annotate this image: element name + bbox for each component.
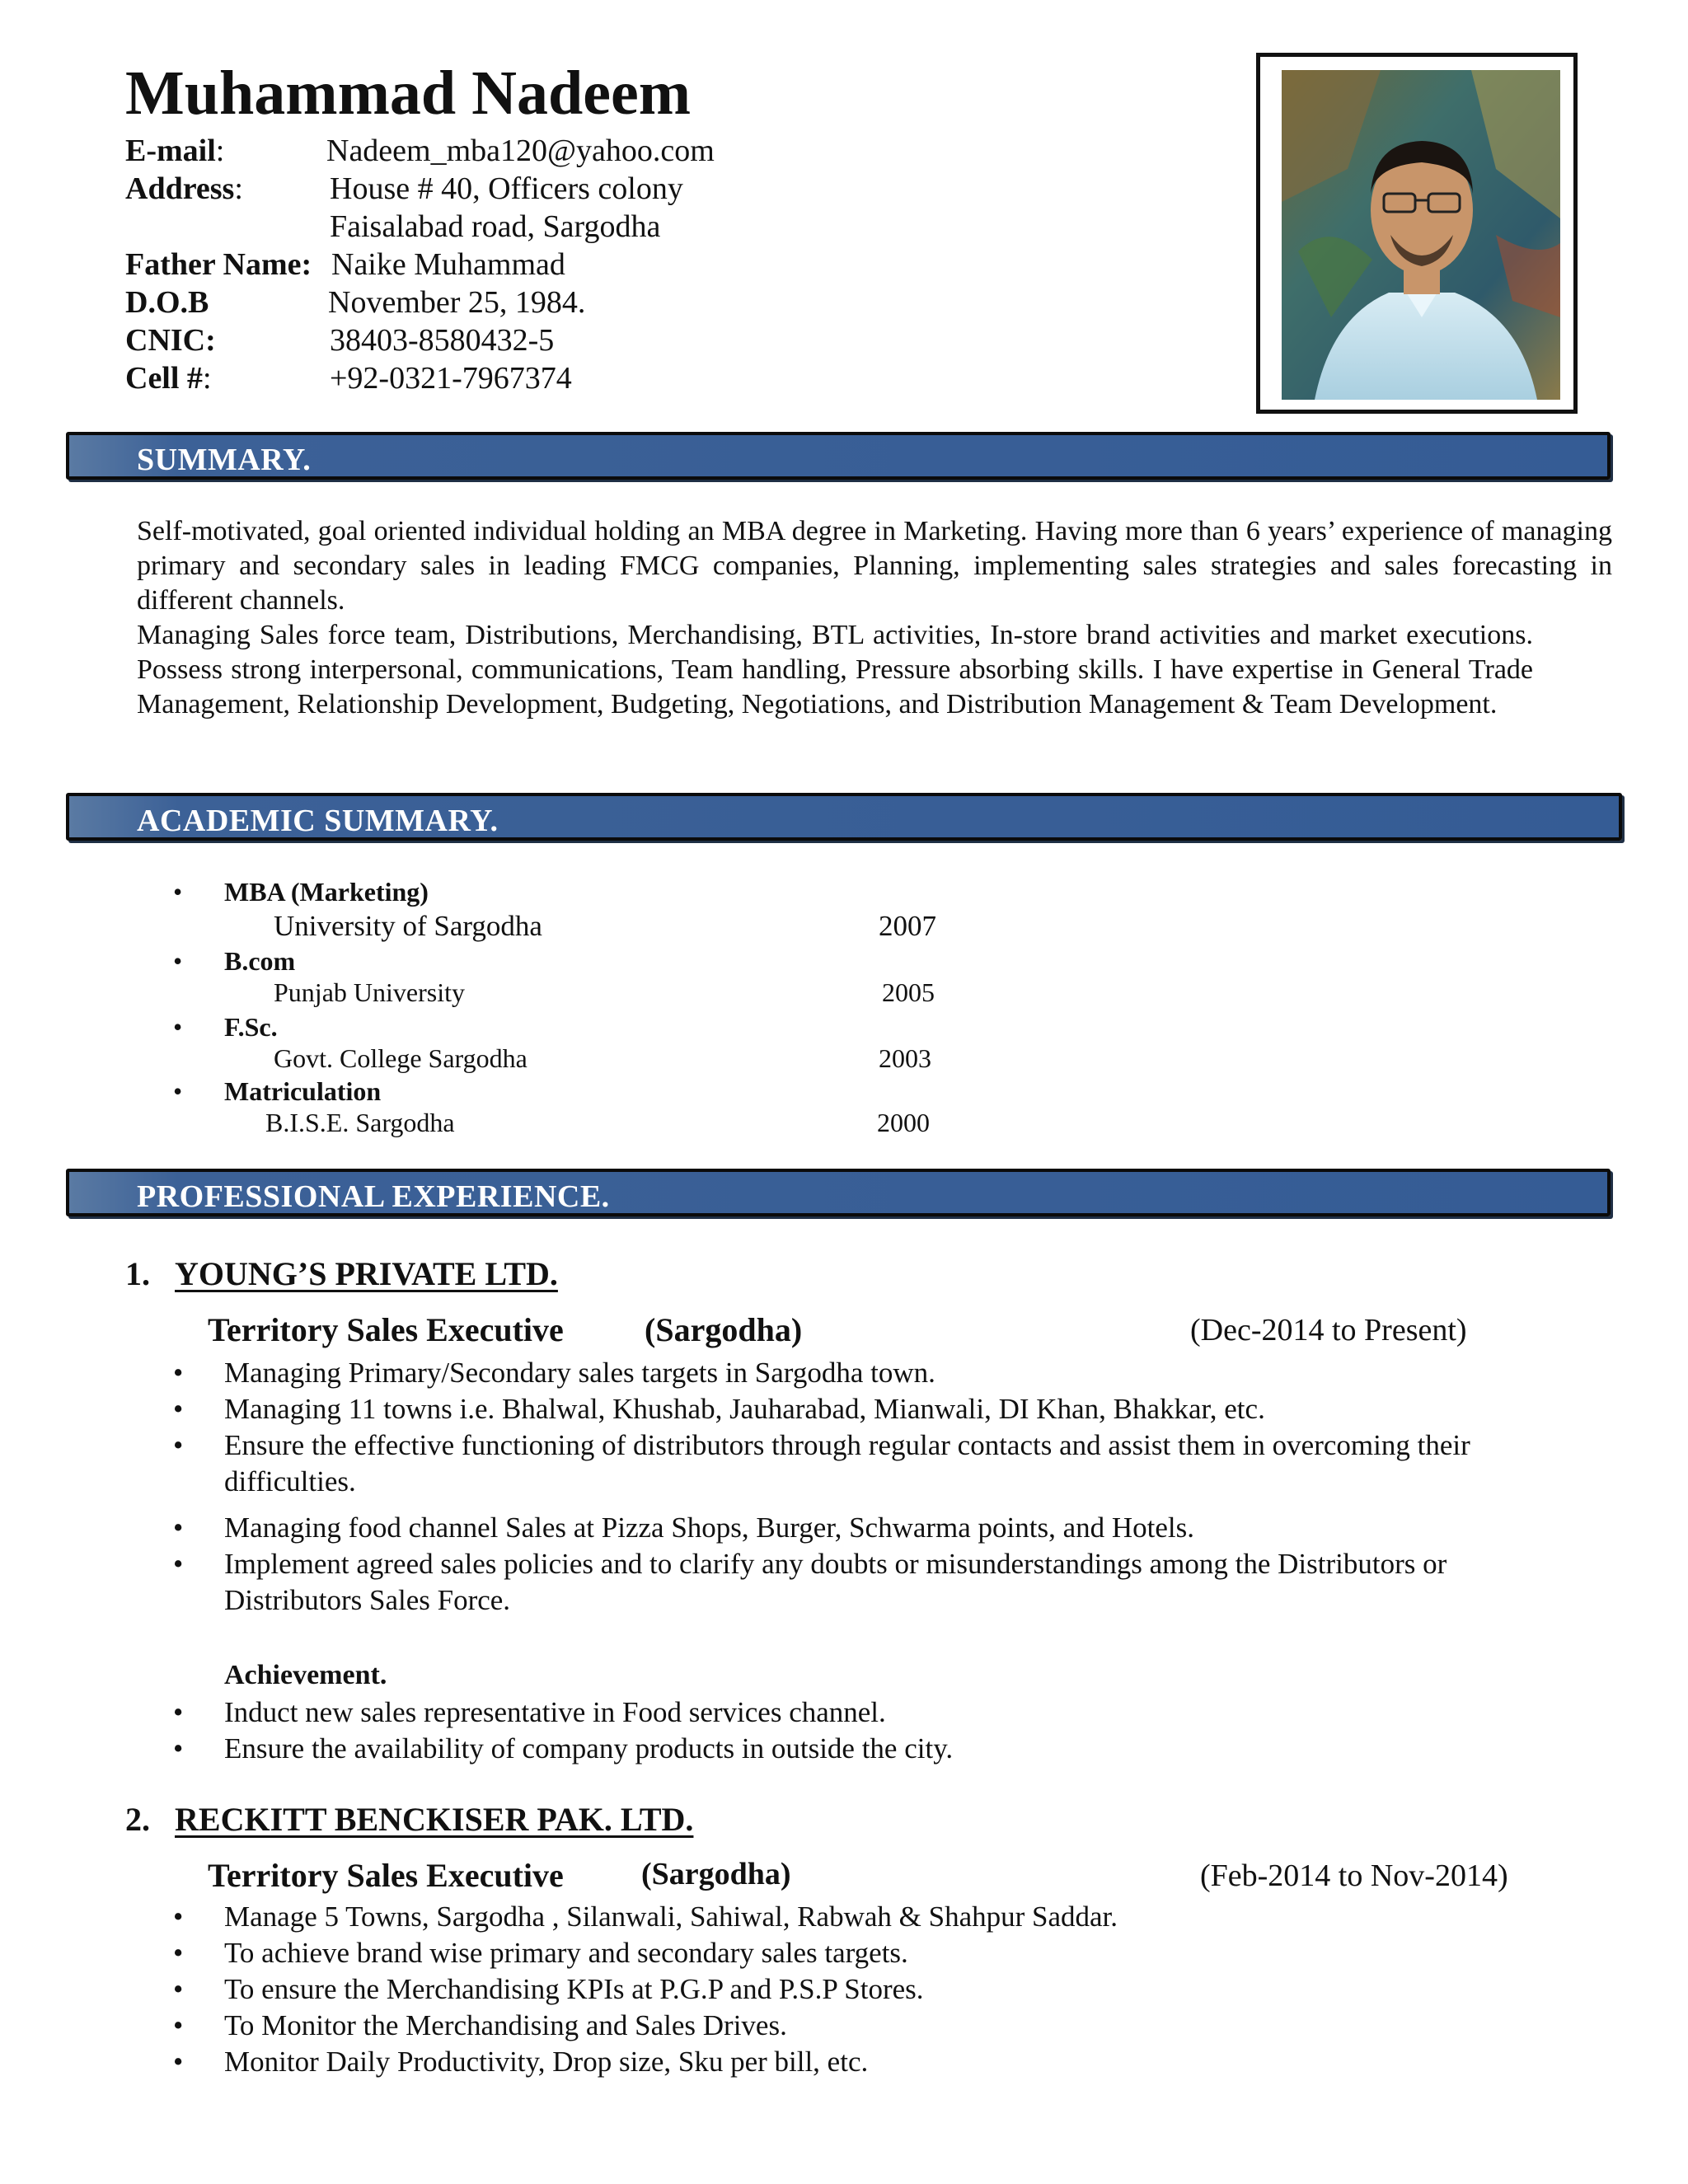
role-title: Territory Sales Executive [208, 1857, 564, 1894]
list-item: • Managing food channel Sales at Pizza Shops, Burger, Schwarma points, and Hotels. [173, 1511, 1195, 1544]
cnic-value: 38403-8580432-5 [330, 323, 555, 358]
list-item: • Managing 11 towns i.e. Bhalwal, Khushab, Jauharabad, Mianwali, DI Khan, Bhakkar, etc. [173, 1393, 1265, 1425]
experience-section-header [66, 1169, 1611, 1216]
academic-title: ACADEMIC SUMMARY. [137, 804, 499, 838]
institution-bcom: Punjab University [274, 977, 465, 1007]
dates-reckitt: (Feb-2014 to Nov-2014) [1200, 1858, 1508, 1893]
year-matric: 2000 [877, 1108, 930, 1137]
institution-fsc: Govt. College Sargodha [274, 1043, 528, 1073]
role-reckitt [208, 1856, 791, 1895]
summary-section-header [66, 432, 1611, 480]
address-line-2: Faisalabad road, Sargodha [330, 209, 661, 244]
candidate-name: Muhammad Nadeem [125, 59, 692, 128]
role-location: (Sargodha) [641, 1857, 791, 1891]
experience-title: PROFESSIONAL EXPERIENCE. [137, 1179, 610, 1214]
achievements-youngs [173, 1694, 1502, 1767]
list-item: • To ensure the Merchandising KPIs at P.G.P and P.S.P Stores. [173, 1973, 924, 2005]
bullet: • [173, 877, 183, 907]
profile-photo-image [1282, 70, 1560, 400]
cell-label: Cell #: [125, 361, 212, 396]
duties-youngs [173, 1355, 1502, 1619]
cnic-label: CNIC: [125, 323, 216, 358]
bullet: • [173, 1076, 183, 1106]
dates-youngs: (Dec-2014 to Present) [1190, 1313, 1467, 1347]
summary-paragraph-1: Self-motivated, goal oriented individual holding an MBA degree in Marketing. Having more than 6 years’ experience of managing primary and secondary sales in leading FMCG companies, Planning, implementing sales strategies and sales forecasting in different channels. [137, 516, 1612, 616]
list-item: • Monitor Daily Productivity, Drop size, Sku per bill, etc. [173, 2046, 869, 2078]
bullet: • [173, 1012, 183, 1042]
company-name: YOUNG’S PRIVATE LTD. [175, 1255, 558, 1292]
degree-fsc: F.Sc. [224, 1012, 278, 1042]
bullet: • [173, 946, 183, 976]
degree-mba: MBA (Marketing) [224, 877, 429, 907]
year-fsc: 2003 [879, 1043, 931, 1073]
dob-value: November 25, 1984. [328, 285, 586, 320]
dob-label: D.O.B [125, 285, 209, 320]
address-label: Address: [125, 171, 243, 206]
role-title: Territory Sales Executive [208, 1311, 564, 1348]
role-youngs [208, 1310, 803, 1349]
year-bcom: 2005 [882, 977, 935, 1007]
institution-matric: B.I.S.E. Sargodha [265, 1108, 455, 1137]
summary-paragraph-2: Managing Sales force team, Distributions, Merchandising, BTL activities, In-store brand activities and market executions. Possess strong interpersonal, communications, Team handling, Pressure absorbing skills. I have expertise in General Trade Management, Relationship Development, Budgeting, Negotiations, and Distribution Management & Team Development. [137, 620, 1533, 719]
cell-value: +92-0321-7967374 [330, 361, 572, 396]
list-item: • To Monitor the Merchandising and Sales Drives. [173, 2009, 787, 2041]
role-location: (Sargodha) [645, 1311, 803, 1348]
company-reckitt: 2. RECKITT BENCKISER PAK. LTD. [125, 1801, 694, 1838]
company-youngs: 1. YOUNG’S PRIVATE LTD. [125, 1255, 558, 1292]
academic-section-header [66, 793, 1622, 841]
list-item: • Manage 5 Towns, Sargodha , Silanwali, Sahiwal, Rabwah & Shahpur Saddar. [173, 1900, 1118, 1933]
list-item: • Induct new sales representative in Food services channel. [173, 1696, 886, 1728]
summary-title: SUMMARY. [137, 443, 312, 477]
achievement-title: Achievement. [224, 1660, 387, 1690]
list-item: • Implement agreed sales policies and to clarify any doubts or misunderstandings among the Distributors or Distributors Sales Force. [173, 1548, 1447, 1616]
email-label: E-mail: [125, 134, 225, 168]
degree-bcom: B.com [224, 946, 296, 976]
list-item: • Managing Primary/Secondary sales targets in Sargodha town. [173, 1357, 935, 1389]
father-name-label: Father Name: [125, 247, 312, 282]
list-item: • Ensure the effective functioning of distributors through regular contacts and assist them in overcoming their difficulties. [173, 1429, 1470, 1497]
father-name-value: Naike Muhammad [331, 247, 565, 282]
degree-matric: Matriculation [224, 1076, 382, 1106]
list-item: • Ensure the availability of company products in outside the city. [173, 1732, 954, 1765]
company-name: RECKITT BENCKISER PAK. LTD. [175, 1801, 694, 1838]
institution-mba: University of Sargodha [274, 910, 542, 942]
profile-photo [1256, 53, 1578, 414]
email-value: Nadeem_mba120@yahoo.com [326, 134, 715, 168]
list-item: • To achieve brand wise primary and secondary sales targets. [173, 1937, 908, 1969]
year-mba: 2007 [879, 910, 936, 942]
address-line-1: House # 40, Officers colony [330, 171, 683, 206]
duties-reckitt [173, 1899, 1502, 2080]
